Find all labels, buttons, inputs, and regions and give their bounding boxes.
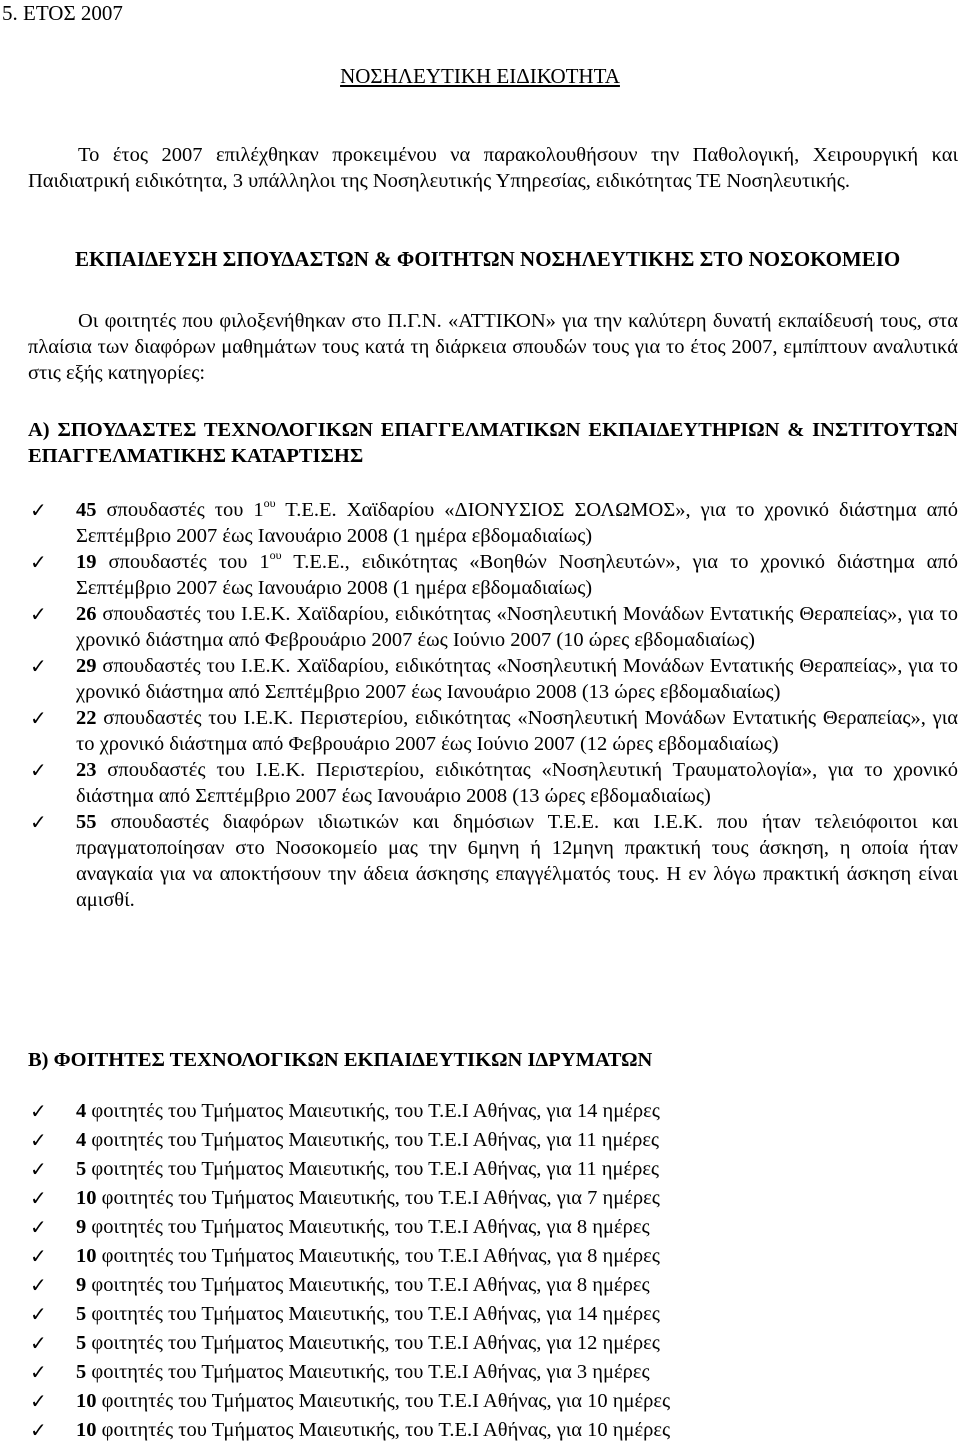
item-count: 9	[76, 1274, 87, 1296]
list-item	[28, 1358, 958, 1387]
category-a-list	[28, 497, 958, 913]
item-text: φοιτητές του Τμήματος Μαιευτικής, του Τ.Ε.Ι Αθήνας, για 14 ημέρες	[86, 1100, 660, 1122]
check-icon: ✓	[30, 1418, 47, 1442]
item-text: φοιτητές του Τμήματος Μαιευτικής, του Τ.Ε.Ι Αθήνας, για 14 ημέρες	[86, 1303, 660, 1325]
check-icon: ✓	[30, 1273, 47, 1297]
item-count: 4	[76, 1100, 87, 1122]
item-text: φοιτητές του Τμήματος Μαιευτικής, του Τ.Ε.Ι Αθήνας, για 7 ημέρες	[96, 1187, 660, 1209]
item-count: 29	[76, 655, 97, 677]
check-icon: ✓	[30, 1099, 47, 1123]
item-text: φοιτητές του Τμήματος Μαιευτικής, του Τ.Ε.Ι Αθήνας, για 8 ημέρες	[86, 1274, 650, 1296]
item-text: σπουδαστές του 1	[96, 551, 270, 573]
list-item	[28, 1387, 958, 1416]
check-icon: ✓	[30, 810, 47, 834]
check-icon: ✓	[30, 1360, 47, 1384]
list-item	[28, 1271, 958, 1300]
item-count: 10	[76, 1187, 97, 1209]
item-text: σπουδαστές του Ι.Ε.Κ. Περιστερίου, ειδικότητας «Νοσηλευτική Μονάδων Εντατικής Θεραπείας», για το χρονικό διάστημα από Φεβρουάριο 2007 έως Ιούνιο 2007 (12 ώρες εβδομαδιαίως)	[76, 707, 958, 755]
list-item	[28, 1213, 958, 1242]
item-count: 23	[76, 759, 97, 781]
list-item	[28, 1184, 958, 1213]
check-icon: ✓	[30, 1186, 47, 1210]
item-count: 22	[76, 707, 97, 729]
item-text: σπουδαστές του 1	[96, 499, 264, 521]
list-item	[28, 653, 958, 705]
item-text: σπουδαστές του Ι.Ε.Κ. Χαϊδαρίου, ειδικότητας «Νοσηλευτική Μονάδων Εντατικής Θεραπείας», για το χρονικό διάστημα από Φεβρουάριο 2007 έως Ιούνιο 2007 (10 ώρες εβδομαδιαίως)	[76, 603, 958, 651]
list-item	[28, 1155, 958, 1184]
check-icon: ✓	[30, 1302, 47, 1326]
item-text: φοιτητές του Τμήματος Μαιευτικής, του Τ.Ε.Ι Αθήνας, για 11 ημέρες	[86, 1158, 660, 1180]
check-icon: ✓	[30, 1157, 47, 1181]
list-item	[28, 1242, 958, 1271]
item-count: 5	[76, 1332, 87, 1354]
check-icon: ✓	[30, 1215, 47, 1239]
item-count: 10	[76, 1419, 97, 1441]
category-b-list	[28, 1097, 958, 1445]
item-text-rest: Τ.Ε.Ε., ειδικότητας «Βοηθών Νοσηλευτών», για το χρονικό διάστημα από Σεπτέμβριο 2007 έως Ιανουάριο 2008 (1 ημέρα εβδομαδιαίως)	[76, 551, 959, 599]
list-item	[28, 1126, 958, 1155]
item-text: φοιτητές του Τμήματος Μαιευτικής, του Τ.Ε.Ι Αθήνας, για 8 ημέρες	[86, 1216, 650, 1238]
list-item	[28, 1329, 958, 1358]
item-text: φοιτητές του Τμήματος Μαιευτικής, του Τ.Ε.Ι Αθήνας, για 10 ημέρες	[96, 1419, 671, 1441]
item-count: 9	[76, 1216, 87, 1238]
item-count: 4	[76, 1129, 87, 1151]
item-count: 10	[76, 1390, 97, 1412]
item-sup: ου	[263, 496, 276, 510]
check-icon: ✓	[30, 1389, 47, 1413]
item-count: 55	[76, 811, 97, 833]
check-icon: ✓	[30, 758, 47, 782]
item-text: σπουδαστές διαφόρων ιδιωτικών και δημόσιων Τ.Ε.Ε. και Ι.Ε.Κ. που ήταν τελειόφοιτοι και πραγματοποίησαν στο Νοσοκομείο μας την 6μηνη ή 12μηνη πρακτική τους άσκηση, η οποία ήταν αναγκαία για να αποκτήσουν την άδεια άσκησης επαγγέλματός τους. Η εν λόγω πρακτική άσκηση είναι αμισθί.	[76, 811, 958, 911]
check-icon: ✓	[30, 602, 47, 626]
item-count: 5	[76, 1361, 87, 1383]
list-item	[28, 757, 958, 809]
education-heading: ΕΚΠΑΙΔΕΥΣΗ ΣΠΟΥΔΑΣΤΩΝ & ΦΟΙΤΗΤΩΝ ΝΟΣΗΛΕΥΤΙΚΗΣ ΣΤΟ ΝΟΣΟΚΟΜΕΙΟ	[75, 247, 901, 271]
item-text: σπουδαστές του Ι.Ε.Κ. Περιστερίου, ειδικότητας «Νοσηλευτική Τραυματολογία», για το χρονικό διάστημα από Σεπτέμβριο 2007 έως Ιανουάριο 2008 (13 ώρες εβδομαδιαίως)	[76, 759, 958, 807]
item-count: 5	[76, 1158, 87, 1180]
item-count: 26	[76, 603, 97, 625]
section-title: 5. ΕΤΟΣ 2007	[2, 1, 123, 25]
check-icon: ✓	[30, 1331, 47, 1355]
check-icon: ✓	[30, 1128, 47, 1152]
item-count: 5	[76, 1303, 87, 1325]
check-icon: ✓	[30, 498, 47, 522]
item-count: 19	[76, 551, 97, 573]
list-item	[28, 1097, 958, 1126]
category-a-heading: Α) ΣΠΟΥΔΑΣΤΕΣ ΤΕΧΝΟΛΟΓΙΚΩΝ ΕΠΑΓΓΕΛΜΑΤΙΚΩΝ ΕΚΠΑΙΔΕΥΤΗΡΙΩΝ & ΙΝΣΤΙΤΟΥΤΩΝ ΕΠΑΓΓΕΛΜΑΤΙΚΗΣ ΚΑΤΑΡΤΙΣΗΣ	[28, 419, 958, 467]
item-text: φοιτητές του Τμήματος Μαιευτικής, του Τ.Ε.Ι Αθήνας, για 8 ημέρες	[96, 1245, 660, 1267]
list-item	[28, 601, 958, 653]
check-icon: ✓	[30, 550, 47, 574]
students-paragraph: Οι φοιτητές που φιλοξενήθηκαν στο Π.Γ.Ν. «ΑΤΤΙΚΟΝ» για την καλύτερη δυνατή εκπαίδευσή τους, στα πλαίσια των διαφόρων μαθημάτων τους κατά τη διάρκεια σπουδών τους για το έτος 2007, εμπίπτουν αναλυτικά στις εξής κατηγορίες:	[28, 310, 958, 384]
item-text-rest: Τ.Ε.Ε. Χαϊδαρίου «ΔΙΟΝΥΣΙΟΣ ΣΟΛΩΜΟΣ», για το χρονικό διάστημα από Σεπτέμβριο 2007 έως Ιανουάριο 2008 (1 ημέρα εβδομαδιαίως)	[76, 499, 958, 547]
check-icon: ✓	[30, 1244, 47, 1268]
check-icon: ✓	[30, 706, 47, 730]
list-item	[28, 549, 958, 601]
document-title: ΝΟΣΗΛΕΥΤΙΚΗ ΕΙΔΙΚΟΤΗΤΑ	[340, 64, 620, 88]
list-item	[28, 705, 958, 757]
item-count: 45	[76, 499, 97, 521]
list-item	[28, 497, 958, 549]
list-item	[28, 1416, 958, 1445]
list-item	[28, 809, 958, 913]
item-text: σπουδαστές του Ι.Ε.Κ. Χαϊδαρίου, ειδικότητας «Νοσηλευτική Μονάδων Εντατικής Θεραπείας», για το χρονικό διάστημα από Σεπτέμβριο 2007 έως Ιανουάριο 2008 (13 ώρες εβδομαδιαίως)	[76, 655, 958, 703]
intro-paragraph: Το έτος 2007 επιλέχθηκαν προκειμένου να παρακολουθήσουν την Παθολογική, Χειρουργική και Παιδιατρική ειδικότητα, 3 υπάλληλοι της Νοσηλευτικής Υπηρεσίας, ειδικότητας ΤΕ Νοσηλευτικής.	[28, 144, 958, 192]
item-text: φοιτητές του Τμήματος Μαιευτικής, του Τ.Ε.Ι Αθήνας, για 11 ημέρες	[86, 1129, 660, 1151]
item-text: φοιτητές του Τμήματος Μαιευτικής, του Τ.Ε.Ι Αθήνας, για 3 ημέρες	[86, 1361, 650, 1383]
item-text: φοιτητές του Τμήματος Μαιευτικής, του Τ.Ε.Ι Αθήνας, για 10 ημέρες	[96, 1390, 671, 1412]
category-b-heading: Β) ΦΟΙΤΗΤΕΣ ΤΕΧΝΟΛΟΓΙΚΩΝ ΕΚΠΑΙΔΕΥΤΙΚΩΝ ΙΔΡΥΜΑΤΩΝ	[28, 1049, 653, 1071]
item-sup: ου	[269, 548, 282, 562]
check-icon: ✓	[30, 654, 47, 678]
item-count: 10	[76, 1245, 97, 1267]
item-text: φοιτητές του Τμήματος Μαιευτικής, του Τ.Ε.Ι Αθήνας, για 12 ημέρες	[86, 1332, 660, 1354]
list-item	[28, 1300, 958, 1329]
